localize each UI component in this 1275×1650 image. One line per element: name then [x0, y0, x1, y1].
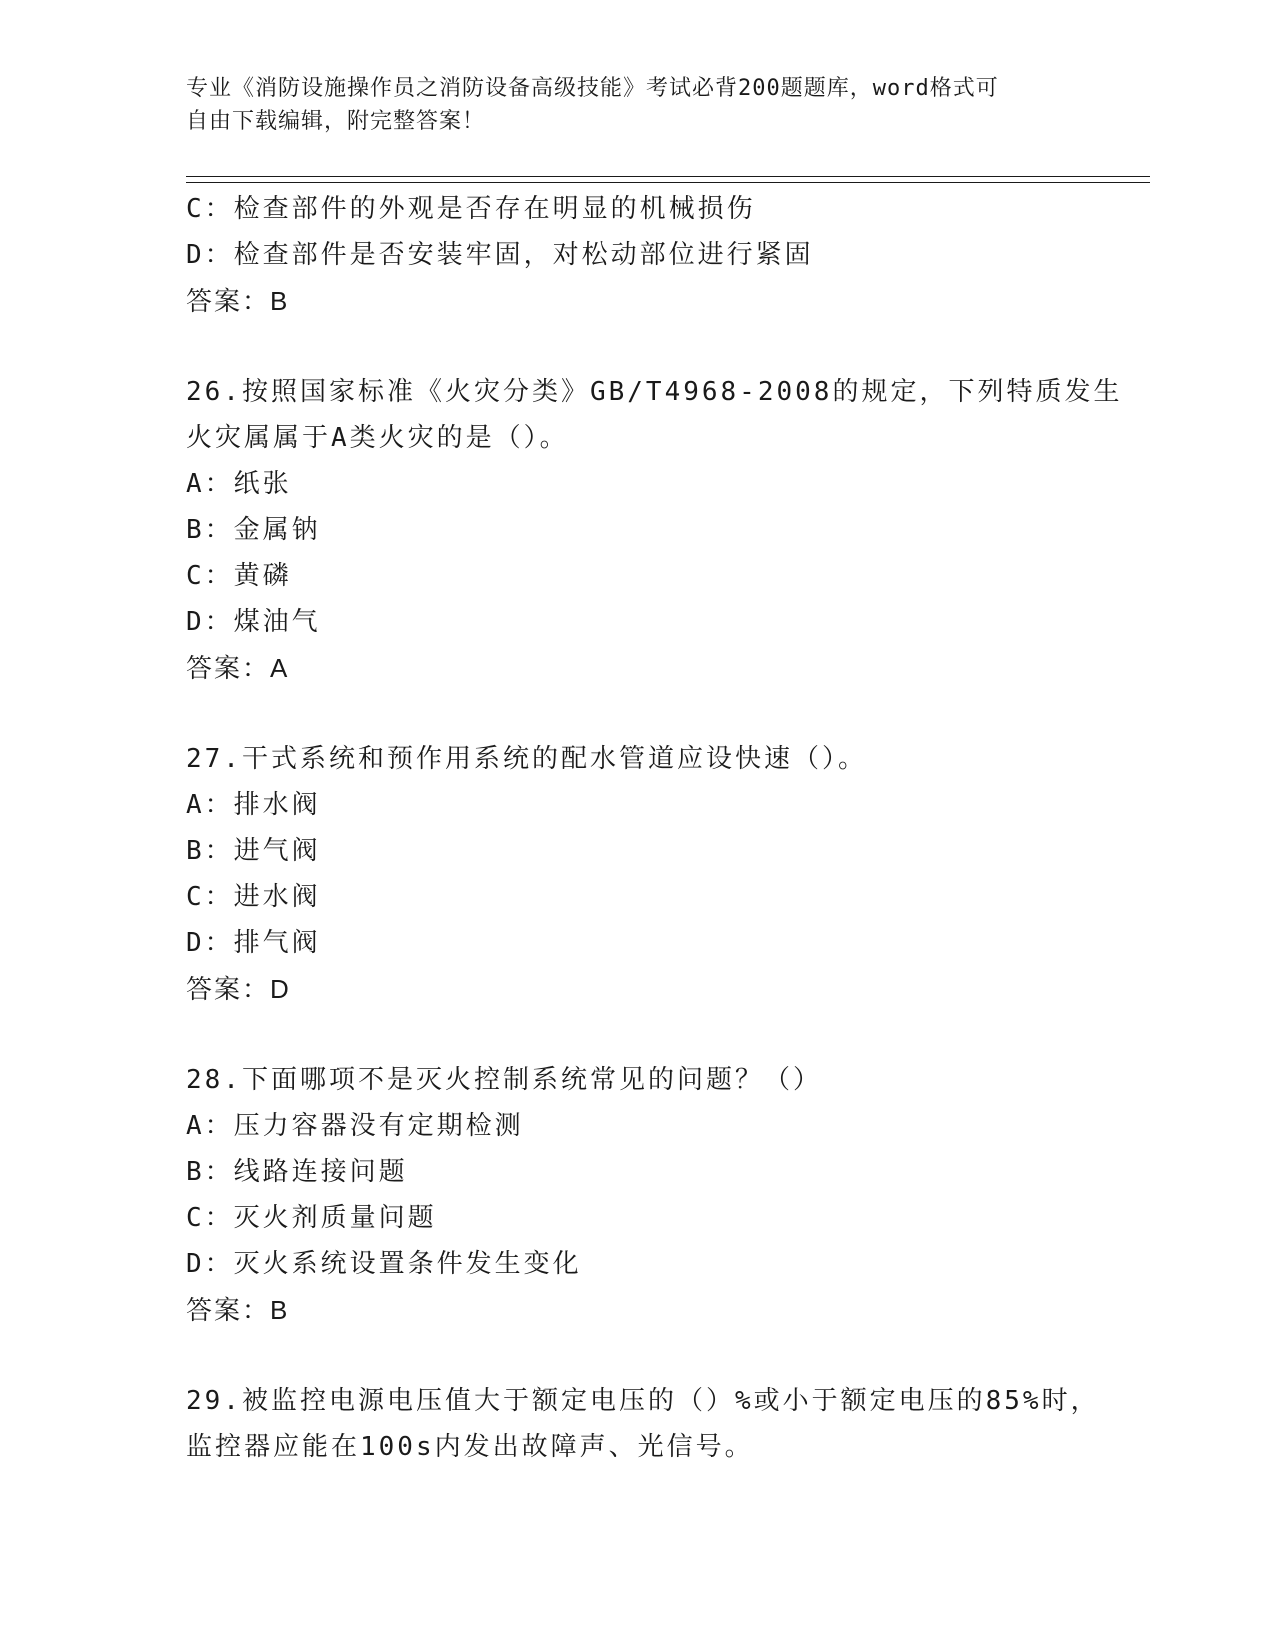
option-c: C：进水阀 [186, 882, 321, 912]
answer: 答案：B [186, 286, 290, 316]
option-b: B：金属钠 [186, 515, 321, 545]
option-c: C：检查部件的外观是否存在明显的机械损伤 [186, 194, 756, 224]
option-c: C：黄磷 [186, 561, 292, 591]
option-d: D：煤油气 [186, 607, 321, 637]
question-stem-line-2: 火灾属属于A类火灾的是（）。 [186, 423, 569, 453]
option-d: D：排气阀 [186, 928, 321, 958]
option-b: B：线路连接问题 [186, 1157, 408, 1187]
question-25-tail [186, 186, 1086, 324]
answer: 答案：D [186, 974, 291, 1004]
header-title-line-2: 自由下载编辑，附完整答案！ [186, 109, 486, 134]
question-27 [186, 736, 1086, 1012]
option-b: B：进气阀 [186, 836, 321, 866]
question-stem-line-1: 28.下面哪项不是灭火控制系统常见的问题？（） [186, 1065, 822, 1095]
question-28 [186, 1057, 1086, 1333]
option-d: D：检查部件是否安装牢固，对松动部位进行紧固 [186, 240, 814, 270]
answer: 答案：B [186, 1295, 290, 1325]
option-a: A：排水阀 [186, 790, 321, 820]
question-stem-line-1: 26.按照国家标准《火灾分类》GB/T4968-2008的规定，下列特质发生 [186, 377, 1123, 407]
option-c: C：灭火剂质量问题 [186, 1203, 437, 1233]
question-26 [186, 369, 1123, 691]
question-stem-line-1: 29.被监控电源电压值大于额定电压的（）%或小于额定电压的85%时， [186, 1386, 1100, 1416]
header-title-line-1: 专业《消防设施操作员之消防设备高级技能》考试必背200题题库，word格式可 [186, 76, 999, 101]
question-stem-line-1: 27.干式系统和预作用系统的配水管道应设快速（）。 [186, 744, 867, 774]
option-a: A：纸张 [186, 469, 292, 499]
question-list [186, 186, 1123, 1470]
option-a: A：压力容器没有定期检测 [186, 1111, 524, 1141]
answer: 答案：A [186, 653, 290, 683]
question-stem-line-2: 监控器应能在100s内发出故障声、光信号。 [186, 1432, 754, 1462]
question-29 [186, 1378, 1100, 1470]
option-d: D：灭火系统设置条件发生变化 [186, 1249, 582, 1279]
header-double-rule [186, 176, 1150, 183]
document-header [186, 72, 1066, 138]
